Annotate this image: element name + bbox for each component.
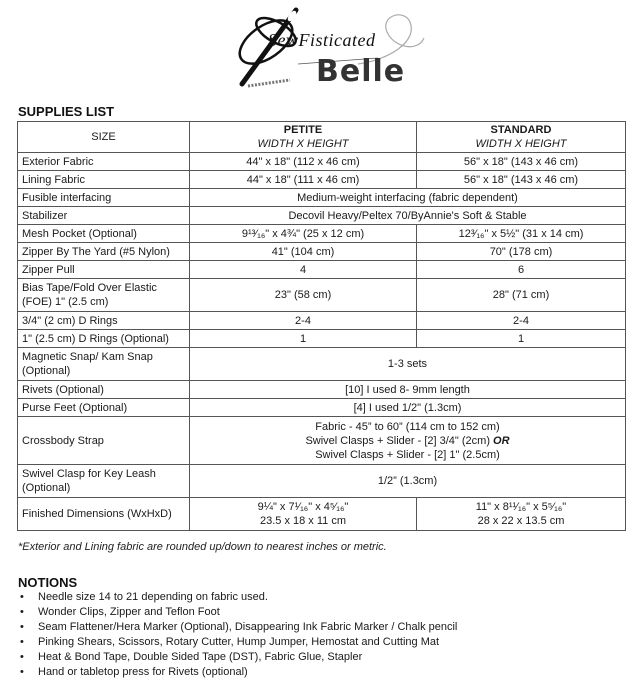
row-label: Finished Dimensions (WxHxD): [18, 498, 190, 531]
table-header-row: [18, 122, 626, 153]
row-label: Zipper Pull: [18, 261, 190, 279]
petite-value: 1: [190, 330, 417, 348]
logo-wordmark-bottom: Belle: [316, 54, 406, 89]
column-header-petite: [190, 122, 417, 153]
table-row: [18, 465, 626, 498]
table-row: [18, 189, 626, 207]
row-label: Zipper By The Yard (#5 Nylon): [18, 243, 190, 261]
standard-value: [417, 498, 626, 531]
row-label-line: Bias Tape/Fold Over Elastic: [22, 282, 157, 294]
standard-value: 56" x 18" (143 x 46 cm): [417, 171, 626, 189]
merged-value: 1/2” (1.3cm): [190, 465, 626, 498]
table-row: [18, 207, 626, 225]
supplies-list-heading: SUPPLIES LIST: [18, 104, 115, 119]
bullet-icon: •: [20, 621, 24, 633]
row-label-line: (FOE) 1" (2.5 cm): [22, 296, 109, 308]
notions-list: [18, 590, 618, 680]
bullet-icon: •: [20, 666, 24, 678]
standard-sublabel: WIDTH X HEIGHT: [475, 138, 567, 150]
row-label: Mesh Pocket (Optional): [18, 225, 190, 243]
row-label-line: Swivel Clasp for Key Leash: [22, 468, 156, 480]
brand-logo: [228, 2, 428, 98]
list-item: • Wonder Clips, Zipper and Teflon Foot: [20, 606, 220, 618]
row-label-line: (Optional): [22, 365, 71, 377]
list-item: • Seam Flattener/Hera Marker (Optional), Disappearing Ink Fabric Marker / Chalk pencil: [20, 621, 458, 633]
row-label: Fusible interfacing: [18, 189, 190, 207]
table-row: [18, 399, 626, 417]
row-label: Crossbody Strap: [18, 417, 190, 465]
petite-value: 44" x 18" (111 x 46 cm): [190, 171, 417, 189]
value-line: Swivel Clasps + Slider - [2] 1" (2.5cm): [315, 448, 500, 461]
value-line: Fabric - 45” to 60” (114 cm to 152 cm): [315, 420, 500, 433]
logo-wordmark-top: SewFisticated: [268, 30, 376, 50]
row-label: Rivets (Optional): [18, 381, 190, 399]
or-emphasis: OR: [493, 434, 510, 447]
table-row: [18, 225, 626, 243]
column-header-standard: [417, 122, 626, 153]
list-item: • Needle size 14 to 21 depending on fabric used.: [20, 591, 268, 603]
merged-value: [10] I used 8- 9mm length: [190, 381, 626, 399]
standard-value: 56" x 18" (143 x 46 cm): [417, 153, 626, 171]
table-row: [18, 243, 626, 261]
table-row: [18, 381, 626, 399]
standard-label: STANDARD: [490, 124, 552, 136]
table-footnote: *Exterior and Lining fabric are rounded up/down to nearest inches or metric.: [18, 541, 387, 553]
standard-value: 70" (178 cm): [417, 243, 626, 261]
table-row: [18, 348, 626, 381]
petite-value: 9¹³⁄₁₆" x 4¾" (25 x 12 cm): [190, 225, 417, 243]
column-header-size: SIZE: [18, 122, 190, 153]
table-row: [18, 261, 626, 279]
row-label: Stabilizer: [18, 207, 190, 225]
merged-value: 1-3 sets: [190, 348, 626, 381]
merged-value: [190, 417, 626, 465]
bullet-icon: •: [20, 651, 24, 663]
petite-label: PETITE: [283, 124, 323, 136]
table-row: [18, 417, 626, 465]
bullet-icon: •: [20, 636, 24, 648]
supplies-table: [17, 121, 626, 531]
table-row: [18, 330, 626, 348]
merged-value: Decovil Heavy/Peltex 70/ByAnnie's Soft & Stable: [190, 207, 626, 225]
table-row: [18, 498, 626, 531]
bullet-icon: •: [20, 591, 24, 603]
standard-value: 6: [417, 261, 626, 279]
merged-value: [4] I used 1/2" (1.3cm): [190, 399, 626, 417]
table-row: [18, 279, 626, 312]
list-item: • Pinking Shears, Scissors, Rotary Cutter, Hump Jumper, Hemostat and Cutting Mat: [20, 636, 440, 648]
table-row: [18, 312, 626, 330]
petite-value: [190, 498, 417, 531]
row-label: [18, 348, 190, 381]
merged-value: Medium-weight interfacing (fabric dependent): [190, 189, 626, 207]
petite-value: 23" (58 cm): [190, 279, 417, 312]
notions-heading: NOTIONS: [18, 575, 78, 590]
value-line: Swivel Clasps + Slider - [2] 3/4" (2cm) OR: [305, 434, 510, 447]
petite-value: 4: [190, 261, 417, 279]
bullet-icon: •: [20, 606, 24, 618]
petite-value: 2-4: [190, 312, 417, 330]
row-label: [18, 279, 190, 312]
row-label: 3/4" (2 cm) D Rings: [18, 312, 190, 330]
table-row: [18, 171, 626, 189]
petite-value: 41" (104 cm): [190, 243, 417, 261]
standard-value: 12³⁄₁₆" x 5½" (31 x 14 cm): [417, 225, 626, 243]
petite-value: 44" x 18" (112 x 46 cm): [190, 153, 417, 171]
standard-value: 2-4: [417, 312, 626, 330]
row-label: 1" (2.5 cm) D Rings (Optional): [18, 330, 190, 348]
row-label: Purse Feet (Optional): [18, 399, 190, 417]
value-line: 9¼" x 7¹⁄₁₆" x 4⁵⁄₁₆": [257, 501, 349, 513]
value-line: 11" x 8¹¹⁄₁₆" x 5⁵⁄₁₆": [475, 501, 567, 513]
row-label-line: (Optional): [22, 482, 71, 494]
value-line: 28 x 22 x 13.5 cm: [477, 515, 565, 527]
row-label: Lining Fabric: [18, 171, 190, 189]
standard-value: 28" (71 cm): [417, 279, 626, 312]
row-label: [18, 465, 190, 498]
row-label-line: Magnetic Snap/ Kam Snap: [22, 351, 153, 363]
value-line: 23.5 x 18 x 11 cm: [259, 515, 346, 527]
row-label: Exterior Fabric: [18, 153, 190, 171]
table-row: [18, 153, 626, 171]
standard-value: 1: [417, 330, 626, 348]
petite-sublabel: WIDTH X HEIGHT: [257, 138, 349, 150]
list-item: • Heat & Bond Tape, Double Sided Tape (DST), Fabric Glue, Stapler: [20, 651, 363, 663]
list-item: • Hand or tabletop press for Rivets (optional): [20, 666, 248, 678]
